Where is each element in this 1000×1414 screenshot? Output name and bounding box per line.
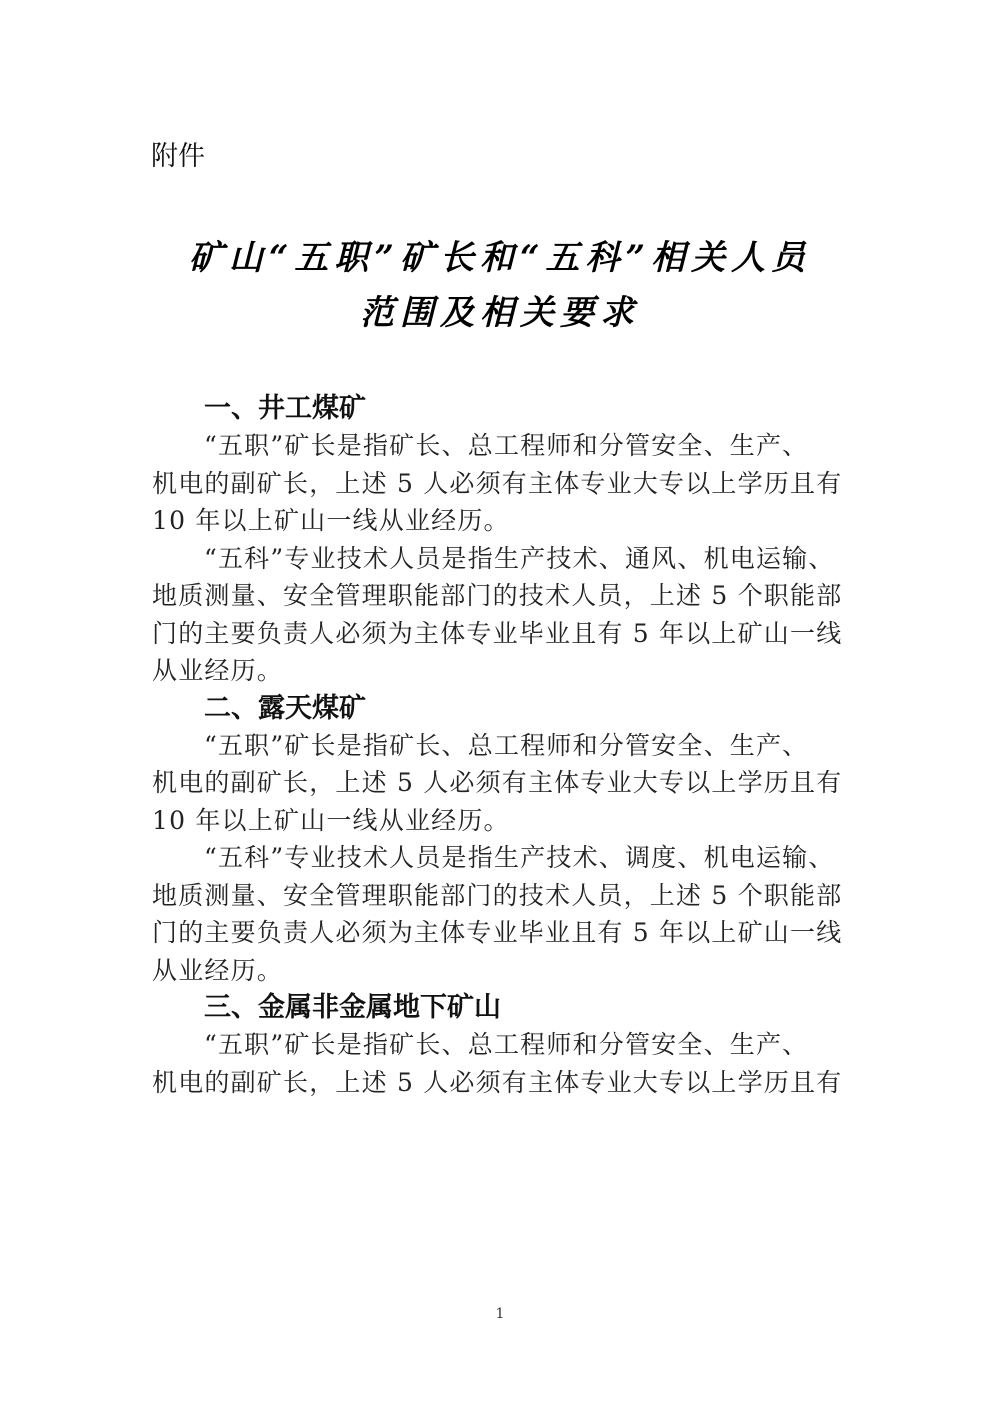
attachment-label: 附件 xyxy=(151,141,205,172)
document-title-line-2: 范围及相关要求 xyxy=(360,293,640,333)
paragraph-line: 机电的副矿长，上述 5 人必须有主体专业大专以上学历且有 xyxy=(152,768,843,797)
paragraph-five-departments xyxy=(152,540,849,690)
paragraph-line: “五职”矿长是指矿长、总工程师和分管安全、生产、 xyxy=(204,431,809,460)
paragraph-line: 从业经历。 xyxy=(152,955,284,985)
paragraph-five-departments xyxy=(152,839,849,989)
document-body xyxy=(152,390,849,1101)
paragraph-line: 门的主要负责人必须为主体专业毕业且有 5 年以上矿山一线 xyxy=(152,918,843,947)
section-heading: 一、井工煤矿 xyxy=(204,393,366,424)
paragraph-line: “五职”矿长是指矿长、总工程师和分管安全、生产、 xyxy=(204,1030,809,1059)
section-open-pit-coal-mine xyxy=(152,690,849,990)
paragraph-line: 10 年以上矿山一线从业经历。 xyxy=(152,506,510,535)
paragraph-line: 地质测量、安全管理职能部门的技术人员，上述 5 个职能部 xyxy=(152,581,843,610)
paragraph-line: 机电的副矿长，上述 5 人必须有主体专业大专以上学历且有 xyxy=(152,468,843,498)
paragraph-line: 机电的副矿长，上述 5 人必须有主体专业大专以上学历且有 xyxy=(152,1067,843,1097)
paragraph-line: “五科”专业技术人员是指生产技术、调度、机电运输、 xyxy=(204,843,835,872)
section-heading: 三、金属非金属地下矿山 xyxy=(204,992,501,1023)
paragraph-five-positions xyxy=(152,1026,849,1101)
document-title-line-1: 矿山“五职”矿长和“五科”相关人员 xyxy=(188,238,812,278)
paragraph-line: 10 年以上矿山一线从业经历。 xyxy=(152,805,510,835)
section-metal-nonmetal-underground-mine xyxy=(152,989,849,1101)
paragraph-line: 地质测量、安全管理职能部门的技术人员，上述 5 个职能部 xyxy=(152,880,843,910)
paragraph-line: “五职”矿长是指矿长、总工程师和分管安全、生产、 xyxy=(204,730,809,760)
paragraph-line: “五科”专业技术人员是指生产技术、通风、机电运输、 xyxy=(204,543,835,573)
paragraph-five-positions xyxy=(152,727,849,840)
paragraph-line: 从业经历。 xyxy=(152,656,284,685)
paragraph-line: 门的主要负责人必须为主体专业毕业且有 5 年以上矿山一线 xyxy=(152,618,843,648)
paragraph-five-positions xyxy=(152,427,849,540)
section-underground-coal-mine xyxy=(152,390,849,690)
section-heading: 二、露天煤矿 xyxy=(204,692,366,724)
page-number: 1 xyxy=(495,1306,505,1322)
